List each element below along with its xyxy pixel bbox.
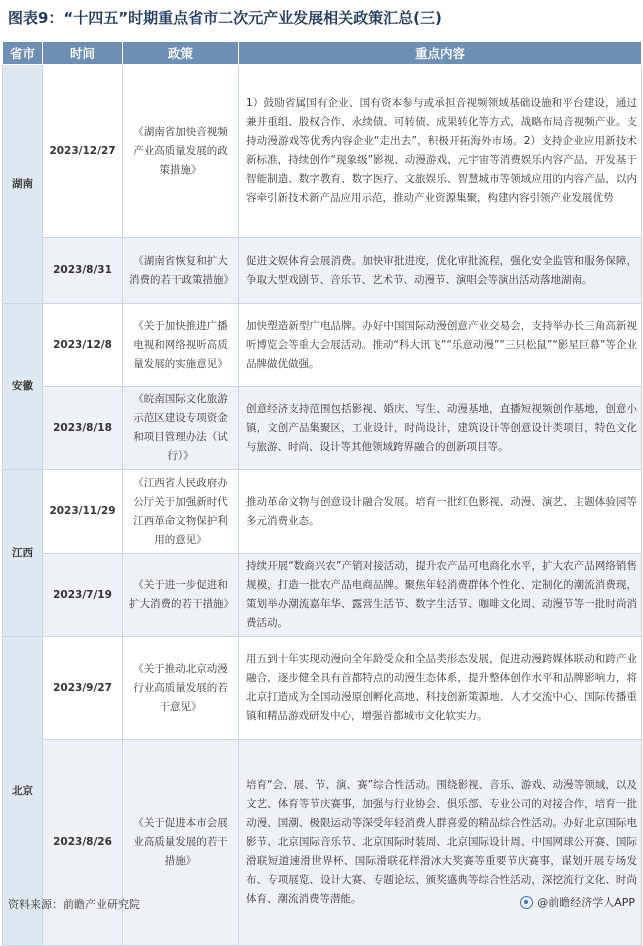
table-row: [3, 238, 642, 304]
policy-cell: 《关于进一步促进和扩大消费的若干措施》: [123, 554, 239, 637]
province-cell: 江西: [3, 470, 43, 637]
qianzhan-logo-icon: [520, 896, 533, 909]
header-policy: 政策: [123, 42, 239, 65]
table-row: [3, 387, 642, 470]
date-cell: 2023/11/29: [43, 470, 123, 554]
brand-watermark: [520, 894, 635, 910]
date-cell: 2023/8/18: [43, 387, 123, 470]
header-province: 省市: [3, 42, 43, 65]
chart-title: 图表9：“十四五”时期重点省市二次元产业发展相关政策汇总(三): [8, 9, 442, 27]
table-row: [3, 304, 642, 387]
table-row: [3, 65, 642, 238]
table-row: [3, 554, 642, 637]
header-content: 重点内容: [239, 42, 642, 65]
policy-cell: 《关于加快推进广播电视和网络视听高质量发展的实施意见》: [123, 304, 239, 387]
content-cell: 加快塑造新型广电品牌。办好中国国际动漫创意产业交易会，支持举办长三角高新视听博览会等重大会展活动。推动“科大讯飞”“乐意动漫”“三只松鼠”“影星巨幕”等企业品牌做优做强。: [239, 304, 642, 387]
policy-cell: 《皖南国际文化旅游示范区建设专项资金和项目管理办法（试行）》: [123, 387, 239, 470]
province-cell: 北京: [3, 637, 43, 946]
policy-cell: 《关于促进本市会展业高质量发展的若干措施》: [123, 740, 239, 946]
content-cell: 促进文娱体育会展消费。加快审批进度，优化审批流程，强化安全监管和服务保障，争取大型戏剧节、音乐节、艺术节、动漫节、演唱会等演出活动落地湖南。: [239, 238, 642, 304]
table-row: [3, 470, 642, 554]
province-cell: 湖南: [3, 65, 43, 304]
date-cell: 2023/12/8: [43, 304, 123, 387]
date-cell: 2023/8/26: [43, 740, 123, 946]
table-header-row: [3, 42, 642, 65]
content-cell: 用五到十年实现动漫向全年龄受众和全品类形态发展，促进动漫跨媒体联动和跨产业融合，逐步健全具有首都特点的动漫生态体系，提升整体创作水平和品牌影响力，将北京打造成为全国动漫原创孵化高地、科技创新策源地、人才交流中心、国际传播重镇和精品游戏研发中心，增强首都城市文化软实力。: [239, 637, 642, 740]
table-row: [3, 740, 642, 946]
source-note: 资料来源：前瞻产业研究院: [8, 898, 140, 911]
date-cell: 2023/9/27: [43, 637, 123, 740]
policy-cell: 《湖南省加快音视频产业高质量发展的政策措施》: [123, 65, 239, 238]
content-cell: 培育“会、展、节、演、赛”综合性活动。围绕影视、音乐、游戏、动漫等领域，以及文艺、体育等节庆赛事，加强与行业协会、俱乐部、专业公司的对接合作，培育一批动漫、国潮、极限运动等深受年轻消费人群喜爱的精品综合性活动。办好北京国际电影节、北京国际音乐节、北京国际时装周、北京国际设计周、中国网球公开赛、国际滑联短道速滑世界杯、国际滑联花样滑冰大奖赛等重要节庆赛事，谋划开展专场发布、专项展览、设计大赛、专题论坛、颁奖盛典等综合性活动，深挖流行文化、时尚体育、潮流消费等潜能。: [239, 740, 642, 946]
table-row: [3, 637, 642, 740]
header-date: 时间: [43, 42, 123, 65]
content-cell: 创意经济支持范围包括影视、婚庆、写生、动漫基地，直播短视频创作基地，创意小镇，文创产品集聚区，工业设计，时尚设计，建筑设计等创意设计类项目，特色文化与旅游、时尚、设计等其他领域跨界融合的创新项目等。: [239, 387, 642, 470]
policy-cell: 《关于推动北京动漫行业高质量发展的若干意见》: [123, 637, 239, 740]
content-cell: 推动革命文物与创意设计融合发展。培育一批红色影视、动漫、演艺、主题体验园等多元消费业态。: [239, 470, 642, 554]
policy-cell: 《湖南省恢复和扩大消费的若干政策措施》: [123, 238, 239, 304]
date-cell: 2023/12/27: [43, 65, 123, 238]
brand-text: @前瞻经济学人APP: [537, 896, 635, 909]
date-cell: 2023/7/19: [43, 554, 123, 637]
policy-table: [2, 41, 642, 946]
date-cell: 2023/8/31: [43, 238, 123, 304]
policy-cell: 《江西省人民政府办公厅关于加强新时代江西革命文物保护利用的意见》: [123, 470, 239, 554]
content-cell: 1）鼓励省属国有企业、国有资本参与或承担音视频领域基础设施和平台建设，通过兼并重组、股权合作、永续债、可转债、成果转化等方式，战略布局音视频产业。支持动漫游戏等优秀内容企业“走出去”，积极开拓海外市场。2）支持企业应用新技术新标准，持续创作“现象级”影视、动漫游戏、元宇宙等消费娱乐内容产品，开发基于智能制造、数字教育、数字医疗、文旅娱乐、智慧城市等领域应用的内容产品，以内容牵引新技术新产品应用示范，推动产业资源集聚，构建内容引领产业发展优势: [239, 65, 642, 238]
province-cell: 安徽: [3, 304, 43, 470]
content-cell: 持续开展“数商兴农”产销对接活动，提升农产品可电商化水平，扩大农产品网络销售规模，打造一批农产品电商品牌。聚焦年轻消费群体个性化、定制化的潮流消费现，策划举办潮流嘉年华、露营生活节、数字生活节、咖啡文化周、动漫节等一批时尚消费活动。: [239, 554, 642, 637]
